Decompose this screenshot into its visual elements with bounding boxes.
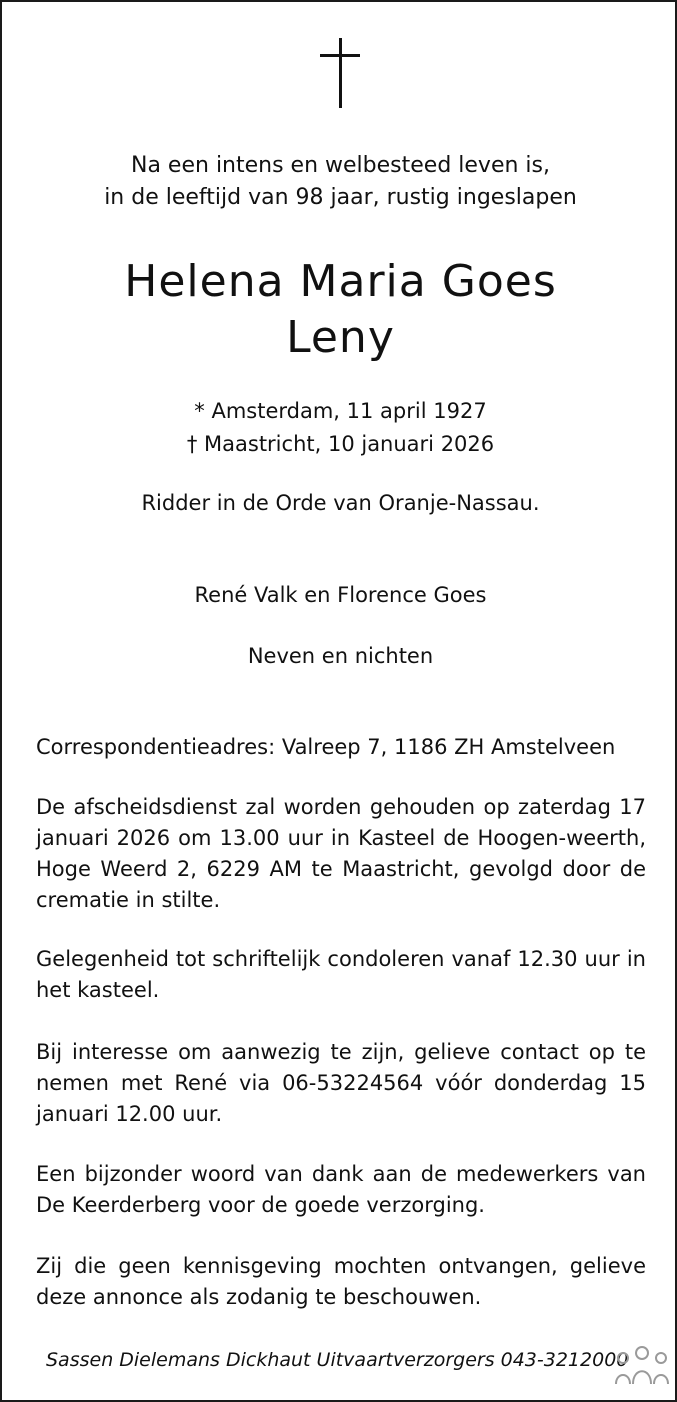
family-names: René Valk en Florence Goes [194, 583, 487, 607]
honor-title: Ridder in de Orde van Oranje-Nassau. [141, 491, 540, 515]
cross-icon [320, 38, 360, 108]
service-details: De afscheidsdienst zal worden gehouden op zaterdag 17 januari 2026 om 13.00 uur in Kasteel de Hoogen-weerth, Hoge Weerd 2, 6229 AM te Maastricht, gevolgd door de crematie in stilte. [36, 795, 646, 912]
thanks-paragraph: Een bijzonder woord van dank aan de medewerkers van De Keerderberg voor de goede verzorging. [36, 1162, 646, 1217]
funeral-home-footer: Sassen Dielemans Dickhaut Uitvaartverzorgers 043-3212000 [46, 1349, 629, 1371]
death-date: † Maastricht, 10 januari 2026 [186, 432, 495, 456]
relatives-line: Neven en nichten [247, 644, 434, 668]
life-dates [2, 395, 677, 461]
intro-text [2, 150, 677, 214]
attendance-details: Bij interesse om aanwezig te zijn, gelieve contact op te nemen met René via 06-53224564 vóór donderdag 15 januari 12.00 uur. [36, 1040, 646, 1126]
people-logo-icon [613, 1344, 671, 1390]
deceased-full-name: Helena Maria Goes [124, 256, 557, 307]
intro-line-1: Na een intens en welbesteed leven is, [131, 153, 550, 178]
birth-date: * Amsterdam, 11 april 1927 [194, 399, 487, 423]
condolence-details: Gelegenheid tot schriftelijk condoleren vanaf 12.30 uur in het kasteel. [36, 947, 646, 1002]
deceased-name-block [2, 254, 677, 366]
notice-paragraph: Zij die geen kennisgeving mochten ontvangen, gelieve deze annonce als zodanig te beschouwen. [36, 1254, 646, 1309]
deceased-nickname: Leny [286, 312, 395, 363]
intro-line-2: in de leeftijd van 98 jaar, rustig ingeslapen [104, 185, 577, 210]
correspondence-address: Correspondentieadres: Valreep 7, 1186 ZH Amstelveen [36, 735, 616, 759]
